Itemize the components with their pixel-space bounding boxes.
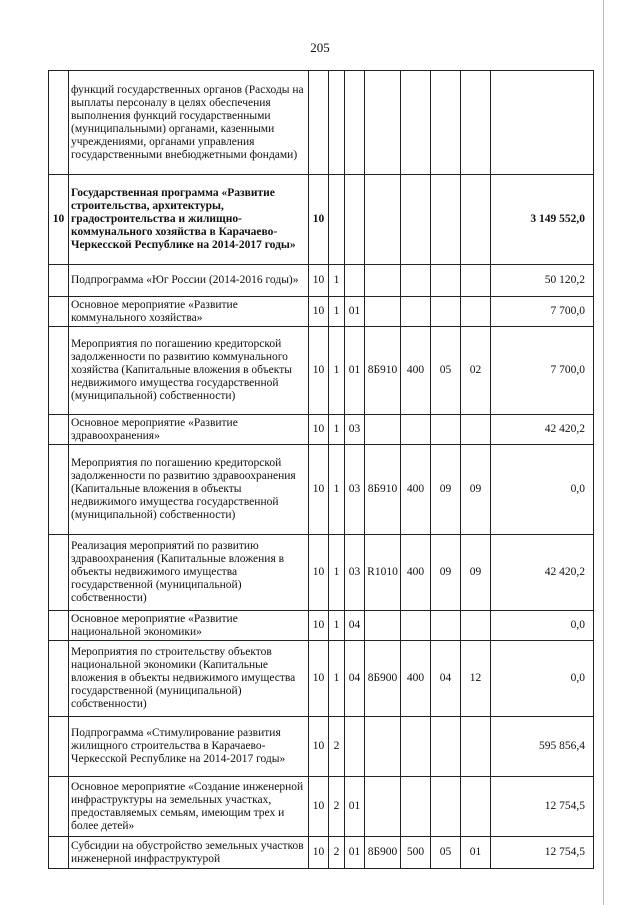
row-name-cell: Подпрограмма «Стимулирование развития жилищного строительства в Карачаево-Черкесской Республике на 2014-2017 годы» <box>69 717 309 777</box>
amount-cell: 12 754,5 <box>491 777 594 837</box>
code-cell: 03 <box>345 445 365 535</box>
code-cell <box>461 611 491 641</box>
code-cell: 09 <box>461 445 491 535</box>
table-row <box>49 265 594 297</box>
amount-cell: 0,0 <box>491 445 594 535</box>
code-cell: 8Б900 <box>365 641 401 717</box>
table-row <box>49 327 594 415</box>
row-number-cell <box>49 327 69 415</box>
code-cell <box>401 297 431 327</box>
code-cell: 1 <box>329 327 345 415</box>
code-cell <box>431 175 461 265</box>
code-cell <box>431 611 461 641</box>
code-cell <box>401 175 431 265</box>
amount-cell: 12 754,5 <box>491 837 594 869</box>
code-cell <box>431 71 461 175</box>
code-cell <box>365 777 401 837</box>
code-cell <box>345 717 365 777</box>
code-cell <box>365 265 401 297</box>
code-cell: 2 <box>329 777 345 837</box>
code-cell <box>461 717 491 777</box>
code-cell: 400 <box>401 445 431 535</box>
row-name-cell: Мероприятия по погашению кредиторской задолженности по развитию здравоохранения (Капитальные вложения в объекты недвижимого имущества государственной (муниципальной) собственности) <box>69 445 309 535</box>
code-cell: 1 <box>329 297 345 327</box>
code-cell: R1010 <box>365 535 401 611</box>
table-row <box>49 717 594 777</box>
code-cell: 05 <box>431 837 461 869</box>
code-cell: 10 <box>309 611 329 641</box>
code-cell: 10 <box>309 837 329 869</box>
code-cell: 09 <box>461 535 491 611</box>
row-number-cell: 10 <box>49 175 69 265</box>
code-cell <box>401 415 431 445</box>
code-cell <box>345 265 365 297</box>
code-cell: 09 <box>431 535 461 611</box>
table-row <box>49 415 594 445</box>
code-cell <box>365 611 401 641</box>
code-cell <box>401 71 431 175</box>
code-cell <box>461 175 491 265</box>
row-number-cell <box>49 837 69 869</box>
code-cell: 04 <box>345 611 365 641</box>
code-cell <box>431 717 461 777</box>
row-name-cell: Мероприятия по погашению кредиторской задолженности по развитию коммунального хозяйства (Капитальные вложения в объекты недвижимого имущества государственной (муниципальной) собственности) <box>69 327 309 415</box>
row-number-cell <box>49 265 69 297</box>
code-cell: 04 <box>345 641 365 717</box>
row-number-cell <box>49 445 69 535</box>
table-row <box>49 611 594 641</box>
code-cell <box>461 297 491 327</box>
code-cell <box>401 611 431 641</box>
row-name-cell: Основное мероприятие «Развитие здравоохранения» <box>69 415 309 445</box>
code-cell: 10 <box>309 327 329 415</box>
table-row <box>49 175 594 265</box>
code-cell: 01 <box>461 837 491 869</box>
code-cell: 01 <box>345 327 365 415</box>
table-row <box>49 641 594 717</box>
code-cell: 1 <box>329 611 345 641</box>
code-cell: 400 <box>401 327 431 415</box>
code-cell: 05 <box>431 327 461 415</box>
code-cell: 12 <box>461 641 491 717</box>
row-name-cell: Основное мероприятие «Создание инженерной инфраструктуры на земельных участках, предоставляемых семьям, имеющим трех и более детей» <box>69 777 309 837</box>
code-cell: 04 <box>431 641 461 717</box>
code-cell: 10 <box>309 445 329 535</box>
code-cell <box>345 71 365 175</box>
code-cell: 03 <box>345 535 365 611</box>
code-cell: 10 <box>309 265 329 297</box>
code-cell: 2 <box>329 717 345 777</box>
row-name-cell: Основное мероприятие «Развитие коммунального хозяйства» <box>69 297 309 327</box>
row-number-cell <box>49 611 69 641</box>
scan-edge-line <box>603 0 604 905</box>
table-body <box>49 71 594 869</box>
code-cell: 10 <box>309 297 329 327</box>
code-cell <box>431 777 461 837</box>
code-cell: 400 <box>401 535 431 611</box>
row-name-cell: Субсидии на обустройство земельных участков инженерной инфраструктурой <box>69 837 309 869</box>
code-cell: 8Б910 <box>365 445 401 535</box>
code-cell <box>401 717 431 777</box>
code-cell: 10 <box>309 641 329 717</box>
code-cell: 1 <box>329 415 345 445</box>
code-cell: 01 <box>345 297 365 327</box>
code-cell: 500 <box>401 837 431 869</box>
code-cell: 01 <box>345 777 365 837</box>
row-name-cell: Основное мероприятие «Развитие национальной экономики» <box>69 611 309 641</box>
code-cell: 10 <box>309 175 329 265</box>
code-cell <box>401 777 431 837</box>
code-cell: 8Б910 <box>365 327 401 415</box>
amount-cell: 0,0 <box>491 641 594 717</box>
table-row <box>49 837 594 869</box>
code-cell <box>461 777 491 837</box>
code-cell: 8Б900 <box>365 837 401 869</box>
amount-cell: 0,0 <box>491 611 594 641</box>
table-row <box>49 535 594 611</box>
code-cell <box>329 175 345 265</box>
row-number-cell <box>49 777 69 837</box>
code-cell: 10 <box>309 415 329 445</box>
code-cell <box>365 297 401 327</box>
code-cell: 09 <box>431 445 461 535</box>
table-row <box>49 445 594 535</box>
code-cell: 01 <box>345 837 365 869</box>
row-number-cell <box>49 641 69 717</box>
row-name-cell: Подпрограмма «Юг России (2014-2016 годы)» <box>69 265 309 297</box>
code-cell <box>431 265 461 297</box>
amount-cell: 7 700,0 <box>491 327 594 415</box>
amount-cell <box>491 71 594 175</box>
code-cell <box>365 717 401 777</box>
row-number-cell <box>49 535 69 611</box>
table-row <box>49 297 594 327</box>
row-number-cell <box>49 717 69 777</box>
table-row <box>49 71 594 175</box>
amount-cell: 50 120,2 <box>491 265 594 297</box>
code-cell <box>329 71 345 175</box>
page-number: 205 <box>310 40 330 55</box>
table-row <box>49 777 594 837</box>
amount-cell: 3 149 552,0 <box>491 175 594 265</box>
code-cell <box>365 415 401 445</box>
code-cell: 2 <box>329 837 345 869</box>
budget-table <box>48 70 594 869</box>
amount-cell: 595 856,4 <box>491 717 594 777</box>
row-number-cell <box>49 297 69 327</box>
amount-cell: 42 420,2 <box>491 415 594 445</box>
row-number-cell <box>49 71 69 175</box>
code-cell: 10 <box>309 777 329 837</box>
code-cell: 400 <box>401 641 431 717</box>
code-cell <box>365 71 401 175</box>
row-name-cell: функций государственных органов (Расходы на выплаты персоналу в целях обеспечения выполнения функций государственными (муниципальными) органами, казенными учреждениями, органами управления государственными внебюджетными фондами) <box>69 71 309 175</box>
code-cell: 03 <box>345 415 365 445</box>
code-cell: 1 <box>329 535 345 611</box>
budget-table-container <box>48 70 593 869</box>
row-name-cell: Реализация мероприятий по развитию здравоохранения (Капитальные вложения в объекты недвижимого имущества государственной (муниципальной) собственности) <box>69 535 309 611</box>
code-cell <box>309 71 329 175</box>
row-number-cell <box>49 415 69 445</box>
code-cell <box>461 415 491 445</box>
code-cell: 10 <box>309 717 329 777</box>
amount-cell: 42 420,2 <box>491 535 594 611</box>
code-cell: 1 <box>329 265 345 297</box>
amount-cell: 7 700,0 <box>491 297 594 327</box>
row-name-cell: Мероприятия по строительству объектов национальной экономики (Капитальные вложения в объекты недвижимого имущества государственной (муниципальной) собственности) <box>69 641 309 717</box>
row-name-cell: Государственная программа «Развитие строительства, архитектуры, градостроительства и жилищно-коммунального хозяйства в Карачаево-Черкесской Республике на 2014-2017 годы» <box>69 175 309 265</box>
code-cell: 1 <box>329 641 345 717</box>
code-cell <box>345 175 365 265</box>
code-cell <box>401 265 431 297</box>
code-cell <box>431 415 461 445</box>
code-cell <box>461 265 491 297</box>
code-cell: 1 <box>329 445 345 535</box>
code-cell <box>365 175 401 265</box>
code-cell <box>461 71 491 175</box>
code-cell: 02 <box>461 327 491 415</box>
code-cell: 10 <box>309 535 329 611</box>
code-cell <box>431 297 461 327</box>
